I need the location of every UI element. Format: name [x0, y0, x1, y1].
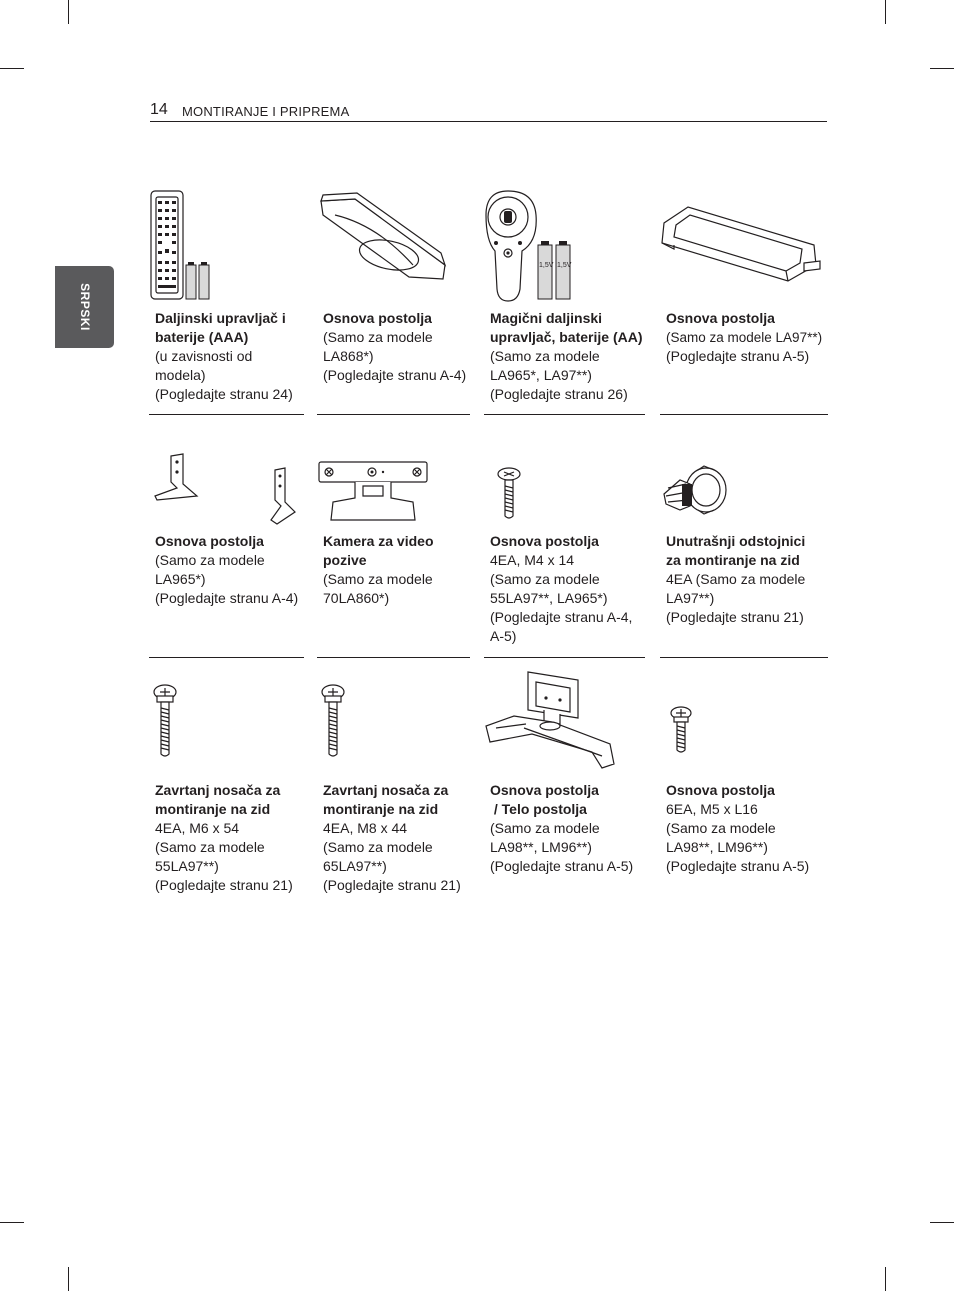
accessory-item: [149, 444, 304, 658]
long-screw-icon: [317, 668, 470, 778]
accessory-item: [660, 668, 828, 894]
accessory-item: [484, 185, 645, 415]
accessory-item: [484, 444, 645, 658]
crop-mark: [930, 1222, 954, 1223]
item-caption: Zavrtanj nosača za montiranje na zid 4EA, M8 x 44 (Samo za modele 65LA97**) (Pogledajte stranu 21): [323, 782, 461, 893]
row-divider: [660, 657, 828, 658]
row-divider: [317, 657, 470, 658]
leg-stand-icon: [149, 444, 304, 534]
accessory-item: [317, 668, 470, 894]
item-caption: Osnova postolja (Samo za modele LA97**) (Pogledajte stranu A-5): [666, 310, 823, 364]
row-divider: [660, 414, 828, 415]
item-caption: Kamera za video pozive (Samo za modele 70LA860*): [323, 533, 434, 606]
remote-control-icon: [149, 185, 304, 305]
accessory-item: [660, 444, 828, 658]
row-divider: [484, 414, 645, 415]
crop-mark: [885, 0, 886, 24]
long-screw-icon: [149, 668, 304, 778]
language-tab-label: SRPSKI: [77, 283, 92, 331]
battery-label: 1,5V: [557, 262, 572, 269]
stand-body-icon: [484, 668, 645, 778]
crop-mark: [68, 1267, 69, 1291]
accessory-item: [317, 185, 470, 415]
item-caption: Osnova postolja (Samo za modele LA868*) (Pogledajte stranu A-4): [323, 310, 467, 383]
crop-mark: [68, 0, 69, 24]
accessory-item: [317, 444, 470, 658]
accessory-item: [660, 185, 828, 415]
crop-mark: [0, 1222, 24, 1223]
stand-base-icon: [317, 185, 470, 305]
small-screw-icon: [660, 668, 828, 778]
wall-spacer-icon: [660, 444, 828, 534]
crop-mark: [0, 68, 24, 69]
accessory-item: [484, 668, 645, 894]
magic-remote-icon: [484, 185, 645, 305]
row-divider: [149, 657, 304, 658]
battery-label: 1,5V: [539, 262, 554, 269]
accessory-item: [149, 668, 304, 894]
item-caption: Magični daljinski upravljač, baterije (AA) (Samo za modele LA965*, LA97**) (Pogledajte stranu 26): [490, 310, 643, 402]
section-title: MONTIRANJE I PRIPREMA: [182, 104, 350, 119]
item-caption: Zavrtanj nosača za montiranje na zid 4EA, M6 x 54 (Samo za modele 55LA97**) (Pogledajte stranu 21): [155, 782, 293, 893]
crop-mark: [885, 1267, 886, 1291]
item-caption: Osnova postolja 6EA, M5 x L16 (Samo za modele LA98**, LM96**) (Pogledajte stranu A-5): [666, 782, 810, 874]
item-caption: Osnova postolja / Telo postolja (Samo za modele LA98**, LM96**) (Pogledajte stranu A-5): [490, 782, 634, 874]
accessory-item: [149, 185, 304, 415]
header-rule: [150, 121, 827, 122]
language-tab: [55, 266, 114, 348]
crop-mark: [930, 68, 954, 69]
screw-icon: [484, 444, 645, 534]
item-caption: Osnova postolja (Samo za modele LA965*) (Pogledajte stranu A-4): [155, 533, 299, 606]
row-divider: [484, 657, 645, 658]
row-divider: [317, 414, 470, 415]
item-caption: Daljinski upravljač i baterije (AAA) (u zavisnosti od modela) (Pogledajte stranu 24): [155, 310, 293, 402]
bar-stand-icon: [660, 185, 828, 305]
page-number: 14: [150, 101, 168, 118]
video-camera-icon: [317, 444, 470, 534]
item-caption: Unutrašnji odstojnici za montiranje na zid 4EA (Samo za modele LA97**) (Pogledajte stranu 21): [666, 533, 806, 625]
item-caption: Osnova postolja 4EA, M4 x 14 (Samo za modele 55LA97**, LA965*) (Pogledajte stranu A-4, A-5): [490, 533, 633, 644]
row-divider: [149, 414, 304, 415]
